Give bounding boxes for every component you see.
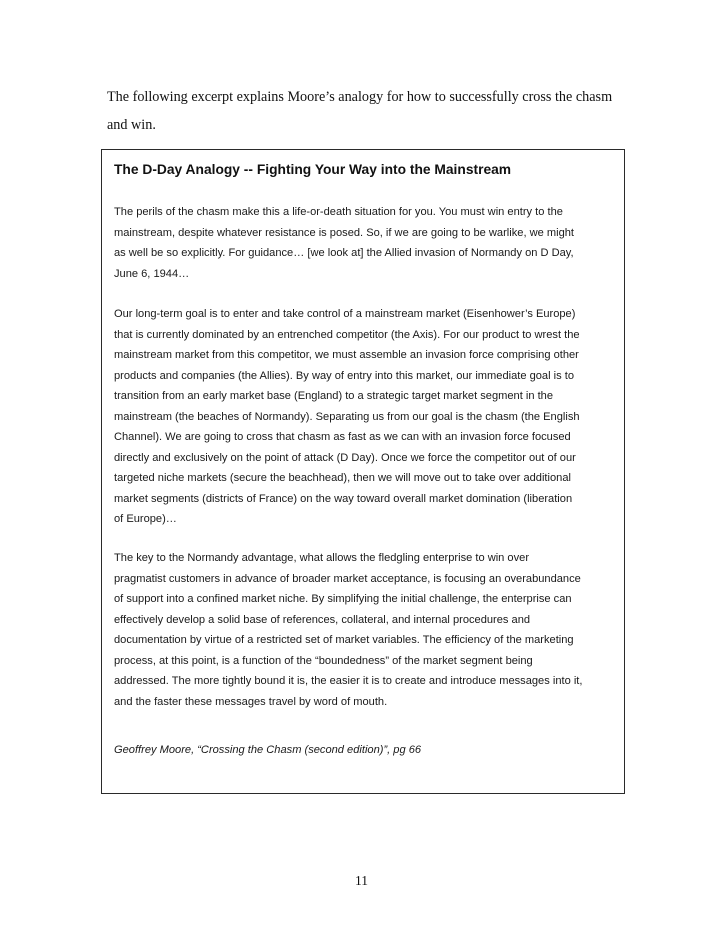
paragraph-line: and the faster these messages travel by word of mouth. (114, 695, 388, 708)
intro-line: The following excerpt explains Moore’s analogy for how to successfully cross the chasm (107, 89, 613, 105)
paragraph-line: Our long-term goal is to enter and take control of a mainstream market (Eisenhower’s Europe) (114, 308, 576, 320)
paragraph-line: June 6, 1944… (114, 267, 190, 280)
paragraph-line: market segments (districts of France) on the way toward overall market domination (liberation (114, 492, 573, 505)
excerpt-paragraph (114, 202, 619, 284)
paragraph-line: targeted niche markets (secure the beachhead), then we will move out to take over additional (114, 472, 571, 484)
paragraph-line: Channel). We are going to cross that chasm as fast as we can with an invasion force focused (114, 431, 571, 443)
page-number: 11 (355, 873, 368, 888)
excerpt-title: The D-Day Analogy -- Fighting Your Way into the Mainstream (114, 162, 512, 177)
paragraph-line: The perils of the chasm make this a life-or-death situation for you. You must win entry to the (114, 206, 563, 218)
paragraph-line: products and companies (the Allies). By way of entry into this market, our immediate goal is to (114, 369, 574, 382)
paragraph-line: of Europe)… (114, 513, 177, 525)
intro-text (107, 83, 627, 139)
paragraph-line: effectively develop a solid base of references, collateral, and internal procedures and (114, 613, 531, 626)
paragraph-line: transition from an early market base (England) to a strategic target market segment in the (114, 390, 554, 402)
paragraph-line: directly and exclusively on the point of attack (D Day). Once we force the competitor out of our (114, 451, 576, 464)
paragraph-line: The key to the Normandy advantage, what allows the fledgling enterprise to win over (114, 552, 530, 564)
paragraph-line: as well be so explicitly. For guidance… [we look at] the Allied invasion of Normandy on D Day, (114, 247, 574, 259)
paragraph-line: documentation by virtue of a restricted set of market variables. The efficiency of the marketing (114, 634, 574, 646)
paragraph-line: that is currently dominated by an entrenched competitor (the Axis). For our product to wrest the (114, 328, 580, 341)
paragraph-line: process, at this point, is a function of the “boundedness” of the market segment being (114, 654, 533, 667)
excerpt-box (101, 149, 625, 794)
paragraph-line: of support into a confined market niche. By simplifying the initial challenge, the enterprise can (114, 593, 572, 605)
paragraph-line: addressed. The more tightly bound it is, the easier it is to create and introduce messages into it, (114, 675, 583, 687)
intro-line: and win. (107, 117, 156, 133)
excerpt-citation: Geoffrey Moore, “Crossing the Chasm (second edition)”, pg 66 (114, 744, 422, 756)
paragraph-line: mainstream (the beaches of Normandy). Separating us from our goal is the chasm (the English (114, 410, 580, 423)
paragraph-line: mainstream, despite whatever resistance is posed. So, if we are going to be warlike, we might (114, 226, 574, 239)
excerpt-paragraph (114, 548, 619, 712)
paragraph-line: pragmatist customers in advance of broader market acceptance, is focusing an overabundance (114, 572, 581, 585)
excerpt-paragraph (114, 304, 619, 530)
paragraph-line: mainstream market from this competitor, we must assemble an invasion force comprising other (114, 349, 579, 361)
